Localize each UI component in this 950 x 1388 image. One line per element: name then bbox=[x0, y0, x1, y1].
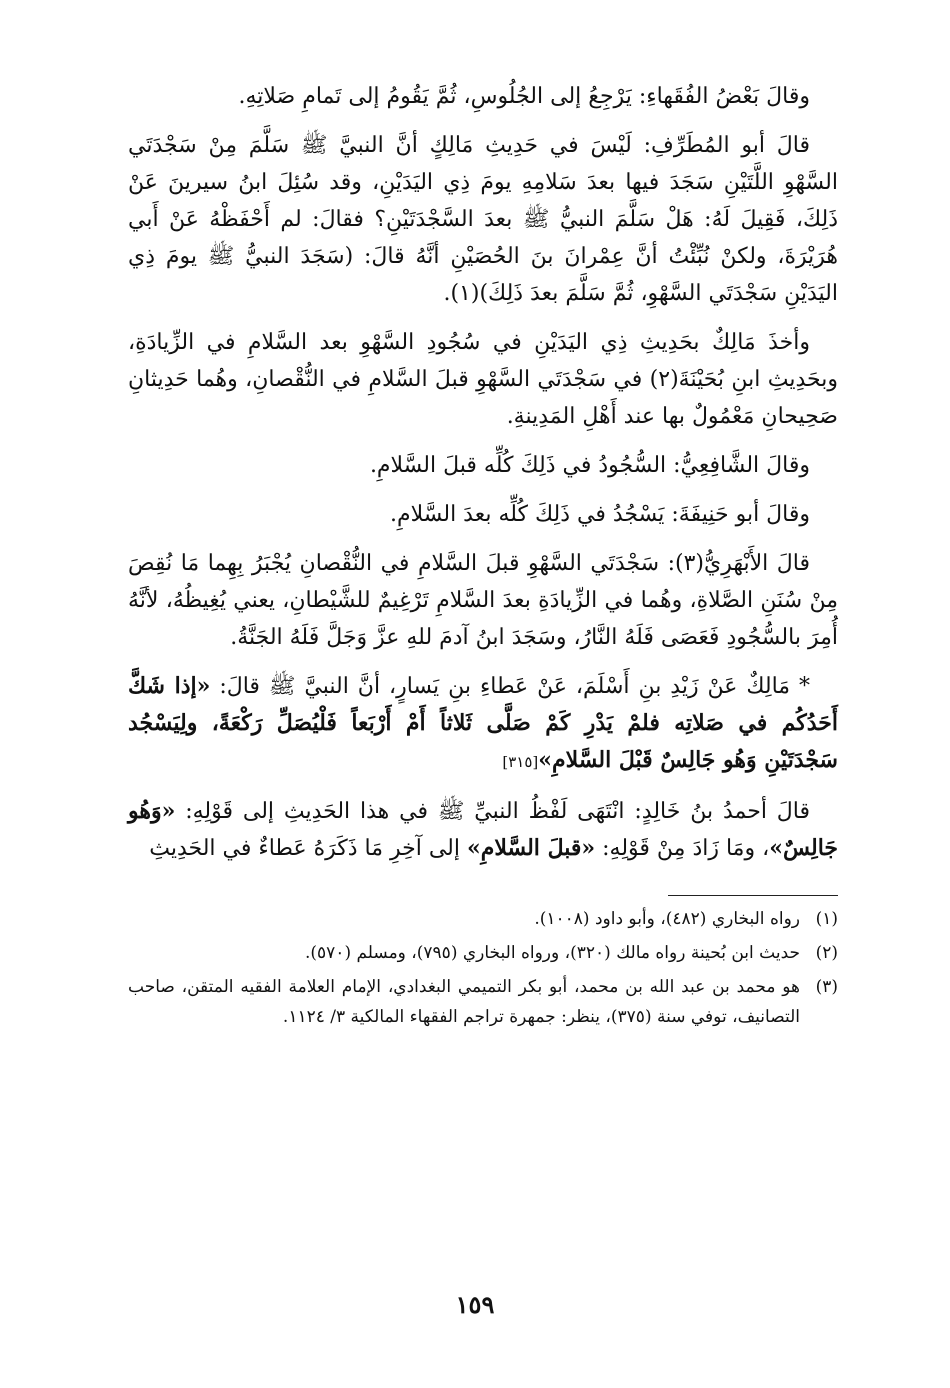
paragraph bbox=[128, 793, 838, 867]
footnote-separator bbox=[668, 895, 838, 896]
text-run: قالَ أحمدُ بنُ خَالِدٍ: انْتَهَى لَفْظُ النبيِّ ﷺ في هذا الحَدِيثِ إلى قَوْلِهِ: bbox=[175, 799, 810, 824]
hadith-paragraph bbox=[128, 668, 838, 781]
text-run: ، ومَا زَادَ مِنْ قَوْلِهِ: bbox=[595, 836, 770, 861]
footnote-number: (٢) bbox=[815, 943, 838, 963]
footnote-text: رواه البخاري (٤٨٢)، وأبو داود (١٠٠٨). bbox=[534, 909, 800, 929]
footnote bbox=[128, 972, 838, 1032]
hadith-text: «إذا شَكَّ أَحَدُكُم في صَلاتِه فلمْ يَدْرِ كَمْ صَلَّى ثَلاثاً أَمْ أَرْبَعاً فَلْيُصَلِّ رَكْعَةً، ولِيَسْجُد سَجْدَتَيْنِ وَهُو جَالِسٌ قَبْلَ السَّلامِ» bbox=[128, 673, 838, 773]
footnote-text: حديث ابن بُحينة رواه مالك (٣٢٠)، ورواه البخاري (٧٩٥)، ومسلم (٥٧٠). bbox=[304, 943, 800, 963]
paragraph: قالَ الأَبْهَرِيُّ(٣): سَجْدَتَي السَّهْوِ قبلَ السَّلامِ في النُّقْصانِ يُجْبَرُ بِهِما مَا نُقِصَ مِنْ سُنَنِ الصَّلاةِ، وهُما في الزِّيادَةِ بعدَ السَّلامِ تَرْغِيمٌ للشَّيْطانِ، يعني يُغِيظُهُ، لأنَّهُ أُمِرَ بالسُّجُودِ فَعَصَى فَلَهُ النَّارُ، وسَجَدَ ابنُ آدمَ للهِ عزَّ وَجَلَّ فَلَهُ الجَنَّةُ. bbox=[128, 551, 838, 650]
footnote-number: (١) bbox=[815, 909, 838, 929]
footnotes bbox=[128, 904, 838, 1032]
page-number: ١٥٩ bbox=[455, 1290, 495, 1319]
footnote-text: هو محمد بن عبد الله بن محمد، أبو بكر التميمي البغدادي، الإمام العلامة الفقيه المتقن، صاحب التصانيف، توفي سنة (٣٧٥)، ينظر: جمهرة تراجم الفقهاء المالكية ٣/ ١١٢٤. bbox=[128, 977, 800, 1027]
paragraph: وأخذَ مَالِكٌ بحَدِيثِ ذِي اليَدَيْنِ في سُجُودِ السَّهْوِ بعد السَّلامِ في الزِّيادَةِ، وبحَدِيثِ ابنِ بُحَيْنَةَ(٢) في سَجْدَتَي السَّهْوِ قبلَ السَّلامِ في النُّقْصانِ، وهُما حَدِيثانِ صَحِيحانِ مَعْمُولٌ بها عند أَهْلِ المَدِينةِ. bbox=[128, 330, 838, 429]
main-text bbox=[128, 78, 838, 867]
hadith-intro: * مَالِكٌ عَنْ زَيْدِ بنِ أَسْلَمَ، عَنْ عَطاءِ بنِ يَسارٍ، أنَّ النبيَّ ﷺ قالَ: bbox=[210, 674, 811, 699]
text-run: إلى آخِرِ مَا ذَكَرَهُ عَطاءٌ في الحَدِيثِ bbox=[149, 836, 467, 861]
quoted-text: «وَهُو جَالِسٌ» bbox=[128, 798, 838, 861]
footnote-number: (٣) bbox=[815, 977, 838, 997]
footnote bbox=[128, 938, 838, 968]
paragraph: قالَ أبو المُطَرِّفِ: لَيْسَ في حَدِيثِ مَالِكٍ أنَّ النبيَّ ﷺ سَلَّمَ مِنْ سَجْدَتَي السَّهْوِ اللَّتَيْنِ سَجَدَ فيها بعدَ سَلامِهِ يومَ ذِي اليَدَيْنِ، وقد سُئِلَ ابنُ سيرينَ عَنْ ذَلِكَ، فَقِيلَ لَهُ: هَلْ سَلَّمَ النبيُّ ﷺ بعدَ السَّجْدَتَيْنِ؟ فقالَ: لم أَحْفَظْهُ عَنْ أَبي هُرَيْرَةَ، ولكنْ نُبِّئْتُ أنَّ عِمْرانَ بنَ الحُصَيْنِ أنَّهُ قالَ: (سَجَدَ النبيُّ ﷺ يومَ ذِي اليَدَيْنِ سَجْدَتَي السَّهْوِ، ثُمَّ سَلَّمَ بعدَ ذَلِكَ)(١). bbox=[128, 133, 838, 306]
paragraph: وقالَ الشَّافِعِيُّ: السُّجُودُ في ذَلِكَ كُلِّه قبلَ السَّلامِ. bbox=[369, 453, 810, 478]
quoted-text: «قبلَ السَّلامِ» bbox=[466, 835, 596, 861]
hadith-ref: [٣١٥] bbox=[502, 753, 539, 771]
paragraph: وقالَ بَعْضُ الفُقَهاءِ: يَرْجِعُ إلى الجُلُوسِ، ثُمَّ يَقُومُ إلى تَمامِ صَلاتِهِ. bbox=[238, 84, 810, 109]
paragraph: وقالَ أبو حَنِيفَةَ: يَسْجُدُ في ذَلِكَ كُلِّه بعدَ السَّلامِ. bbox=[390, 502, 810, 527]
footnote bbox=[128, 904, 838, 934]
